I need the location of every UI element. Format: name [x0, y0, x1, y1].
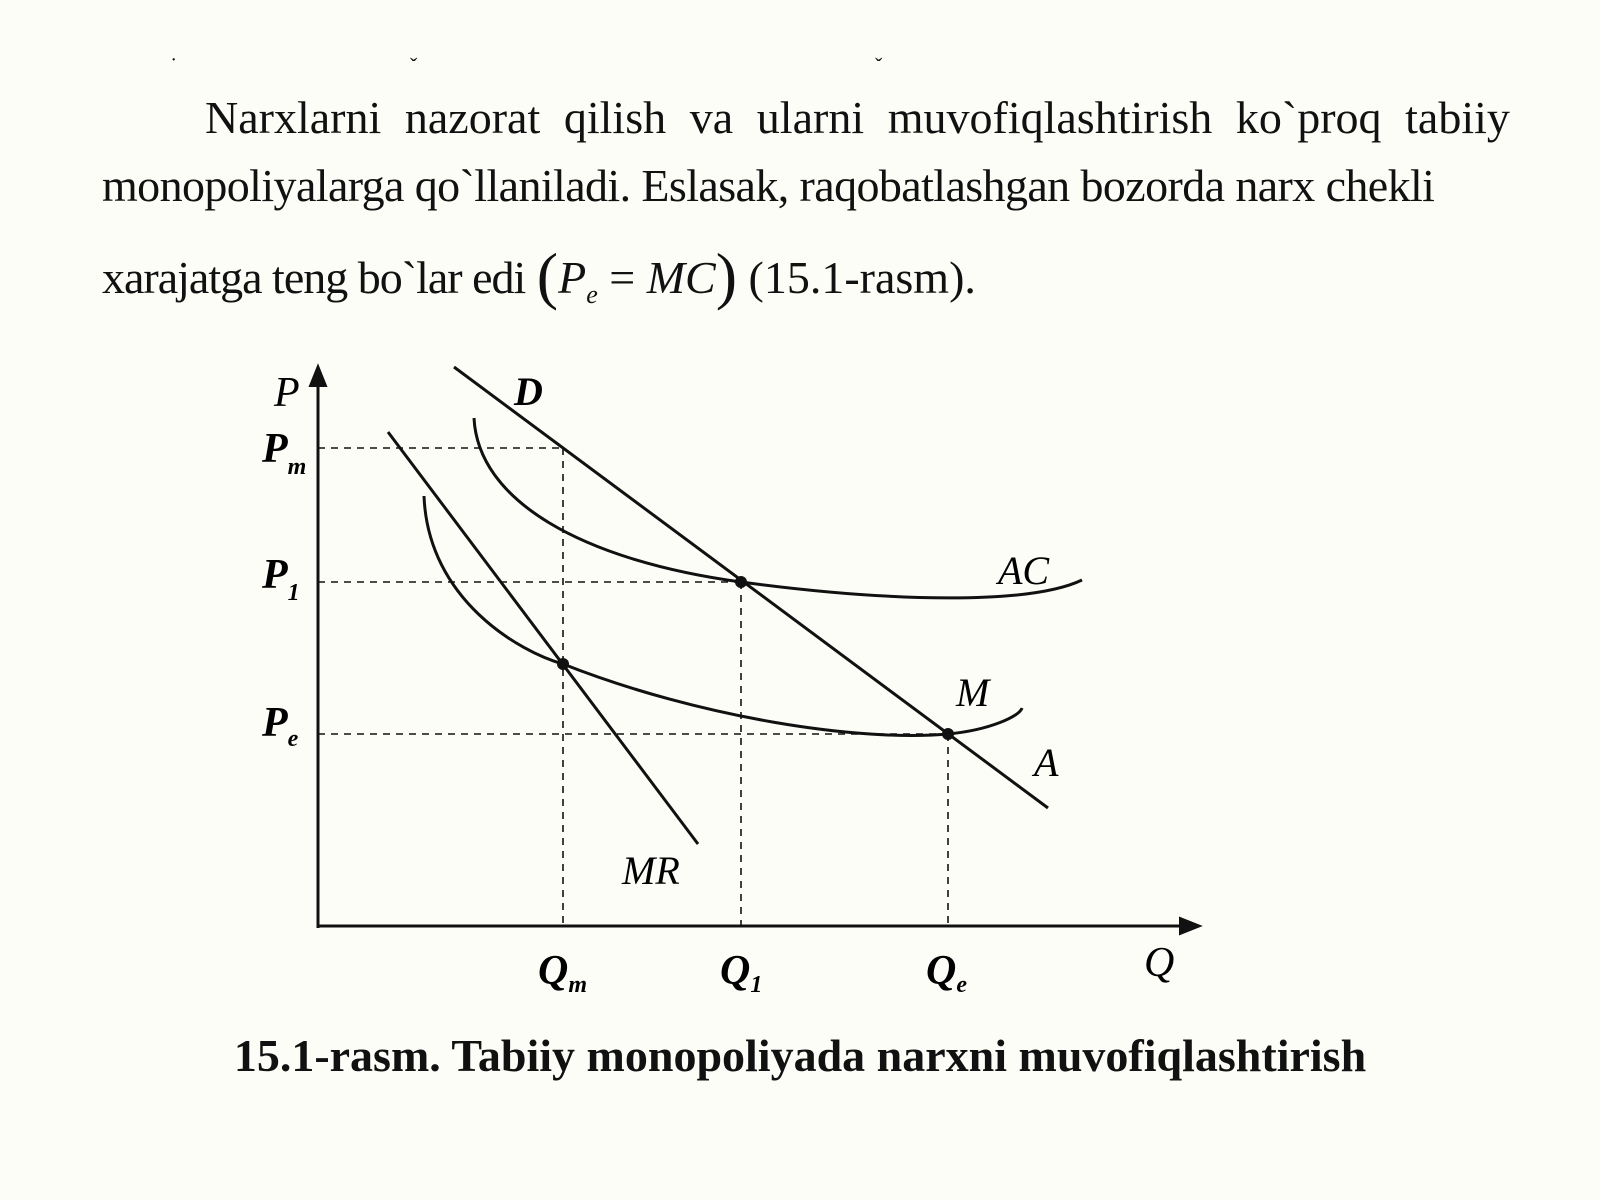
y-axis-label: P: [274, 370, 300, 416]
formula-pe-equals-mc: $(P_e = MC)$: [536, 240, 738, 311]
label-demand-end: A: [1034, 740, 1059, 785]
word: ularni: [756, 92, 865, 143]
quantity-label-qm: Qm: [538, 948, 588, 998]
quantity-label-q1: Q1: [720, 948, 763, 998]
word: va: [689, 92, 734, 143]
demand-curve: [454, 367, 1048, 808]
marginal-cost-curve: [424, 496, 1022, 736]
word: Narxlarni: [205, 92, 382, 143]
quantity-label-qe: Qe: [926, 948, 967, 998]
word: ko`proq: [1235, 92, 1382, 143]
price-label-p1: $P_1$: [262, 552, 300, 606]
word: muvofiqlashtirish: [887, 92, 1213, 143]
cropped-text-remnant: ˙ ˇ ˇ: [170, 53, 883, 78]
point-p1-q1: [735, 576, 747, 588]
figure-caption: 15.1-rasm. Tabiiy monopoliyada narxni muvofiqlashtirish: [233, 1030, 1367, 1081]
word: qilish: [563, 92, 667, 143]
price-label-pm: $P_m$: [262, 426, 307, 480]
paragraph-line-2-text: monopoliyalarga qo`llaniladi. Eslasak, raqobatlashgan bozorda narx chekli: [102, 160, 1435, 211]
price-label-pe: $P_e$: [262, 700, 299, 752]
point-pe-qe: [942, 728, 954, 740]
figure-reference: (15.1-rasm).: [748, 252, 976, 303]
label-marginal-revenue: MR: [622, 848, 680, 893]
average-cost-curve: [474, 418, 1082, 598]
word: tabiiy: [1405, 92, 1510, 143]
label-average-cost: AC: [998, 548, 1050, 593]
word: nazorat: [404, 92, 541, 143]
point-mr-mc: [557, 658, 569, 670]
label-demand: D: [514, 369, 543, 414]
marginal-revenue-curve: [388, 432, 698, 844]
label-marginal-cost: M: [956, 670, 990, 715]
x-axis-label: Q: [1144, 940, 1175, 986]
paragraph-line-3-text: xarajatga teng bo`lar edi: [102, 252, 526, 303]
